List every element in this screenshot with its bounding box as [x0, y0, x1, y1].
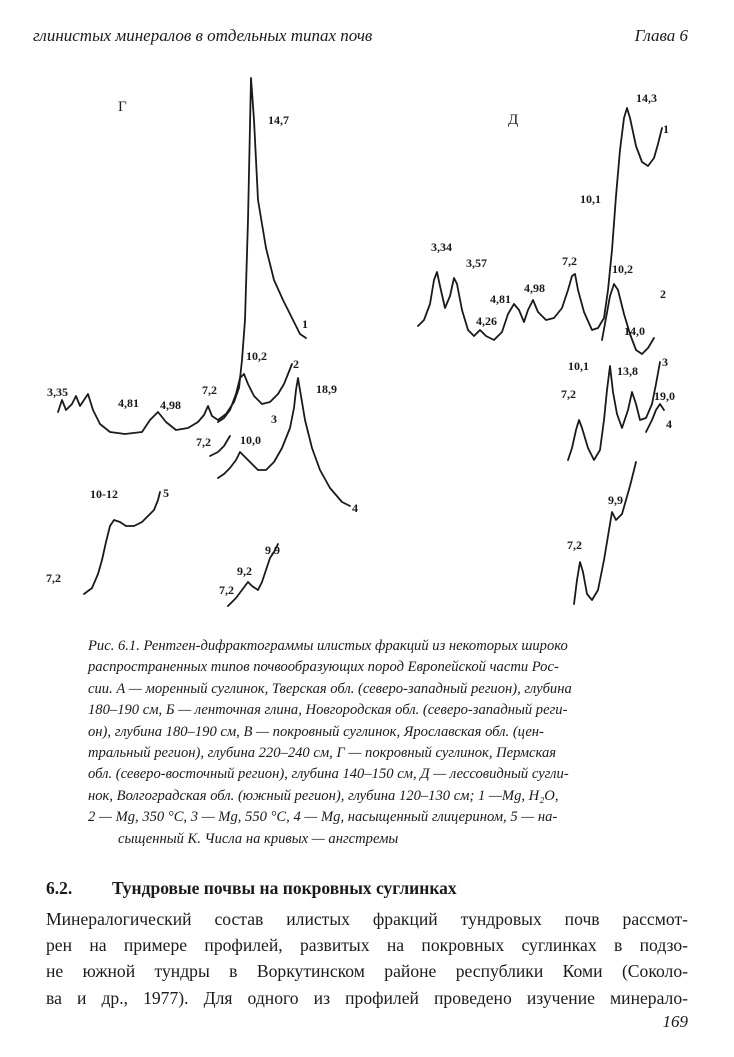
panel-label-g: Г	[118, 99, 127, 115]
peak-label: 10,1	[580, 192, 601, 206]
peak-label: 7,2	[561, 387, 576, 401]
curve-number: 3	[271, 412, 277, 426]
peak-label: 10-12	[90, 487, 118, 501]
body-line: ва и др., 1977). Для одного из профилей проведено изучение минерало-	[46, 987, 688, 1008]
curve-d-1	[418, 108, 662, 340]
section-title: Тундровые почвы на покровных суглинках	[112, 878, 457, 898]
peak-label: 3,34	[431, 240, 452, 254]
peak-label: 3,35	[47, 385, 68, 399]
curve-g-4	[210, 436, 230, 456]
peak-label: 7,2	[202, 383, 217, 397]
curve-g-5	[84, 492, 160, 594]
curve-number: 5	[163, 486, 169, 500]
curve-number: 1	[302, 317, 308, 331]
peak-label: 7,2	[562, 254, 577, 268]
peak-label: 4,26	[476, 314, 497, 328]
curve-number: 3	[662, 355, 668, 369]
running-header: глинистых минералов в отдельных типах почв	[33, 26, 373, 45]
curve-number: 2	[293, 357, 299, 371]
peak-label: 10,2	[612, 262, 633, 276]
caption-line: сыщенный К. Числа на кривых — ангстремы	[118, 830, 399, 847]
curve-number: 1	[663, 122, 669, 136]
body-line: не южной тундры в Воркутинском районе республики Коми (Соколо-	[46, 961, 688, 982]
peak-label: 14,3	[636, 91, 657, 105]
peak-label: 10,2	[246, 349, 267, 363]
peak-label: 7,2	[567, 538, 582, 552]
caption-line: тральный регион), глубина 220–240 см, Г — покровный суглинок, Пермская	[88, 745, 557, 762]
peak-label: 7,2	[219, 583, 234, 597]
chapter-header: Глава 6	[634, 26, 688, 45]
caption-line: распространенных типов почвообразующих пород Европейской части Рос-	[88, 659, 559, 676]
peak-label: 14,7	[268, 113, 289, 127]
peak-label: 4,98	[524, 281, 545, 295]
curve-d-5	[574, 462, 636, 604]
peak-label: 13,8	[617, 364, 638, 378]
peak-label: 9,9	[265, 543, 280, 557]
caption-line: сии. А — моренный суглинок, Тверская обл. (северо-западный регион), глубина	[88, 680, 572, 697]
curve-g-2	[218, 364, 292, 422]
caption-line: Рис. 6.1. Рентген-дифрактограммы илистых фракций из некоторых широко	[88, 638, 568, 654]
xrd-figure	[0, 60, 734, 620]
peak-label: 4,81	[118, 396, 139, 410]
section-number: 6.2.	[46, 878, 73, 898]
figure-caption	[88, 636, 666, 850]
caption-line: 180–190 см, Б — ленточная глина, Новгородская обл. (северо-западный реги-	[88, 702, 568, 719]
body-line: рен на примере профилей, развитых на покровных суглинках в подзо-	[46, 935, 688, 956]
curve-number: 4	[666, 417, 672, 431]
peak-label: 7,2	[46, 571, 61, 585]
peak-label: 7,2	[196, 435, 211, 449]
curve-number: 4	[352, 501, 358, 515]
peak-label: 19,0	[654, 389, 675, 403]
curve-number: 2	[660, 287, 666, 301]
panel-label-d: Д	[508, 112, 519, 128]
curve-d-2	[602, 284, 654, 354]
body-paragraph	[46, 906, 688, 1011]
peak-label: 4,98	[160, 398, 181, 412]
body-line: Минералогический состав илистых фракций тундровых почв рассмот-	[46, 909, 688, 929]
caption-line: 2 — Mg, 350 °С, 3 — Mg, 550 °С, 4 — Mg, насыщенный глицерином, 5 — на-	[88, 809, 558, 826]
peak-label: 10,1	[568, 359, 589, 373]
caption-line: он), глубина 180–190 см, В — покровный суглинок, Ярославская обл. (цен-	[88, 723, 544, 740]
peak-label: 3,57	[466, 256, 487, 270]
curve-d-3	[568, 362, 660, 460]
peak-label: 18,9	[316, 382, 337, 396]
peak-label: 14,0	[624, 324, 645, 338]
peak-label: 9,2	[237, 564, 252, 578]
curve-d-4	[646, 404, 664, 432]
peak-label: 10,0	[240, 433, 261, 447]
caption-line: нок, Волгоградская обл. (южный регион), глубина 120–130 см; 1 —Mg, H₂O,	[88, 787, 559, 804]
curve-g-1	[58, 78, 306, 434]
curve-g-3	[218, 378, 350, 506]
caption-line: обл. (северо-восточный регион), глубина 140–150 см, Д — лессовидный сугли-	[88, 766, 569, 783]
peak-label: 9,9	[608, 493, 623, 507]
peak-label: 4,81	[490, 292, 511, 306]
page-number: 169	[662, 1012, 688, 1031]
